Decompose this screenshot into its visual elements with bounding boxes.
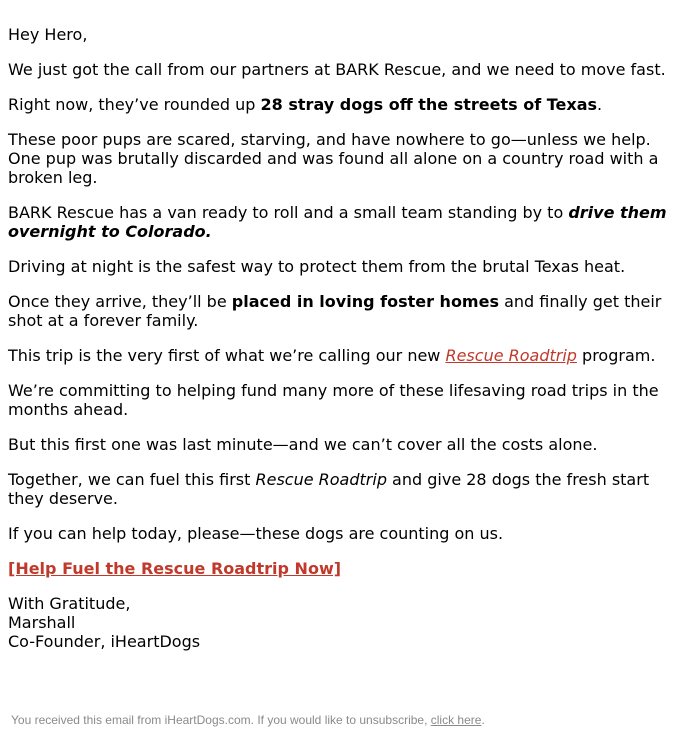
paragraph-night-driving: Driving at night is the safest way to protect them from the brutal Texas heat. [8,257,626,276]
stray-dogs-highlight: 28 stray dogs off the streets of Texas [260,95,598,114]
signature-closing: With Gratitude, [8,594,131,613]
foster-homes-highlight: placed in loving foster homes [231,292,499,311]
paragraph-van-ready: BARK Rescue has a van ready to roll and a small team standing by to drive them overnight to Colorado. [8,203,667,241]
overnight-highlight: drive them overnight to Colorado. [8,203,667,241]
signature [8,594,688,651]
paragraph-program: This trip is the very first of what we’re calling our new Rescue Roadtrip program. [8,346,656,365]
footer-notice: You received this email from iHeartDogs.com. If you would like to unsubscribe, click here. [11,713,485,727]
unsubscribe-link[interactable]: click here [430,713,482,727]
paragraph-partners-call: We just got the call from our partners at BARK Rescue, and we need to move fast. [8,60,666,79]
paragraph-together: Together, we can fuel this first Rescue Roadtrip and give 28 dogs the fresh start they deserve. [8,470,650,508]
paragraph-scared-pups: These poor pups are scared, starving, and have nowhere to go—unless we help. One pup was brutally discarded and was found all alone on a country road with a broken leg. [8,130,659,187]
signature-name: Marshall [8,613,76,632]
rescue-roadtrip-italic: Rescue Roadtrip [255,470,387,489]
signature-title: Co-Founder, iHeartDogs [8,632,201,651]
paragraph-last-minute: But this first one was last minute—and we can’t cover all the costs alone. [8,435,598,454]
paragraph-foster-homes: Once they arrive, they’ll be placed in loving foster homes and finally get their shot at a forever family. [8,292,662,330]
greeting: Hey Hero, [8,25,88,44]
cta-paragraph [8,559,688,578]
email-body [8,25,688,667]
paragraph-help-today: If you can help today, please—these dogs are counting on us. [8,524,504,543]
paragraph-stray-dogs: Right now, they’ve rounded up 28 stray dogs off the streets of Texas. [8,95,603,114]
paragraph-commitment: We’re committing to helping fund many more of these lifesaving road trips in the months ahead. [8,381,659,419]
help-fuel-roadtrip-button[interactable]: [Help Fuel the Rescue Roadtrip Now] [8,559,342,578]
rescue-roadtrip-link[interactable]: Rescue Roadtrip [445,346,577,365]
